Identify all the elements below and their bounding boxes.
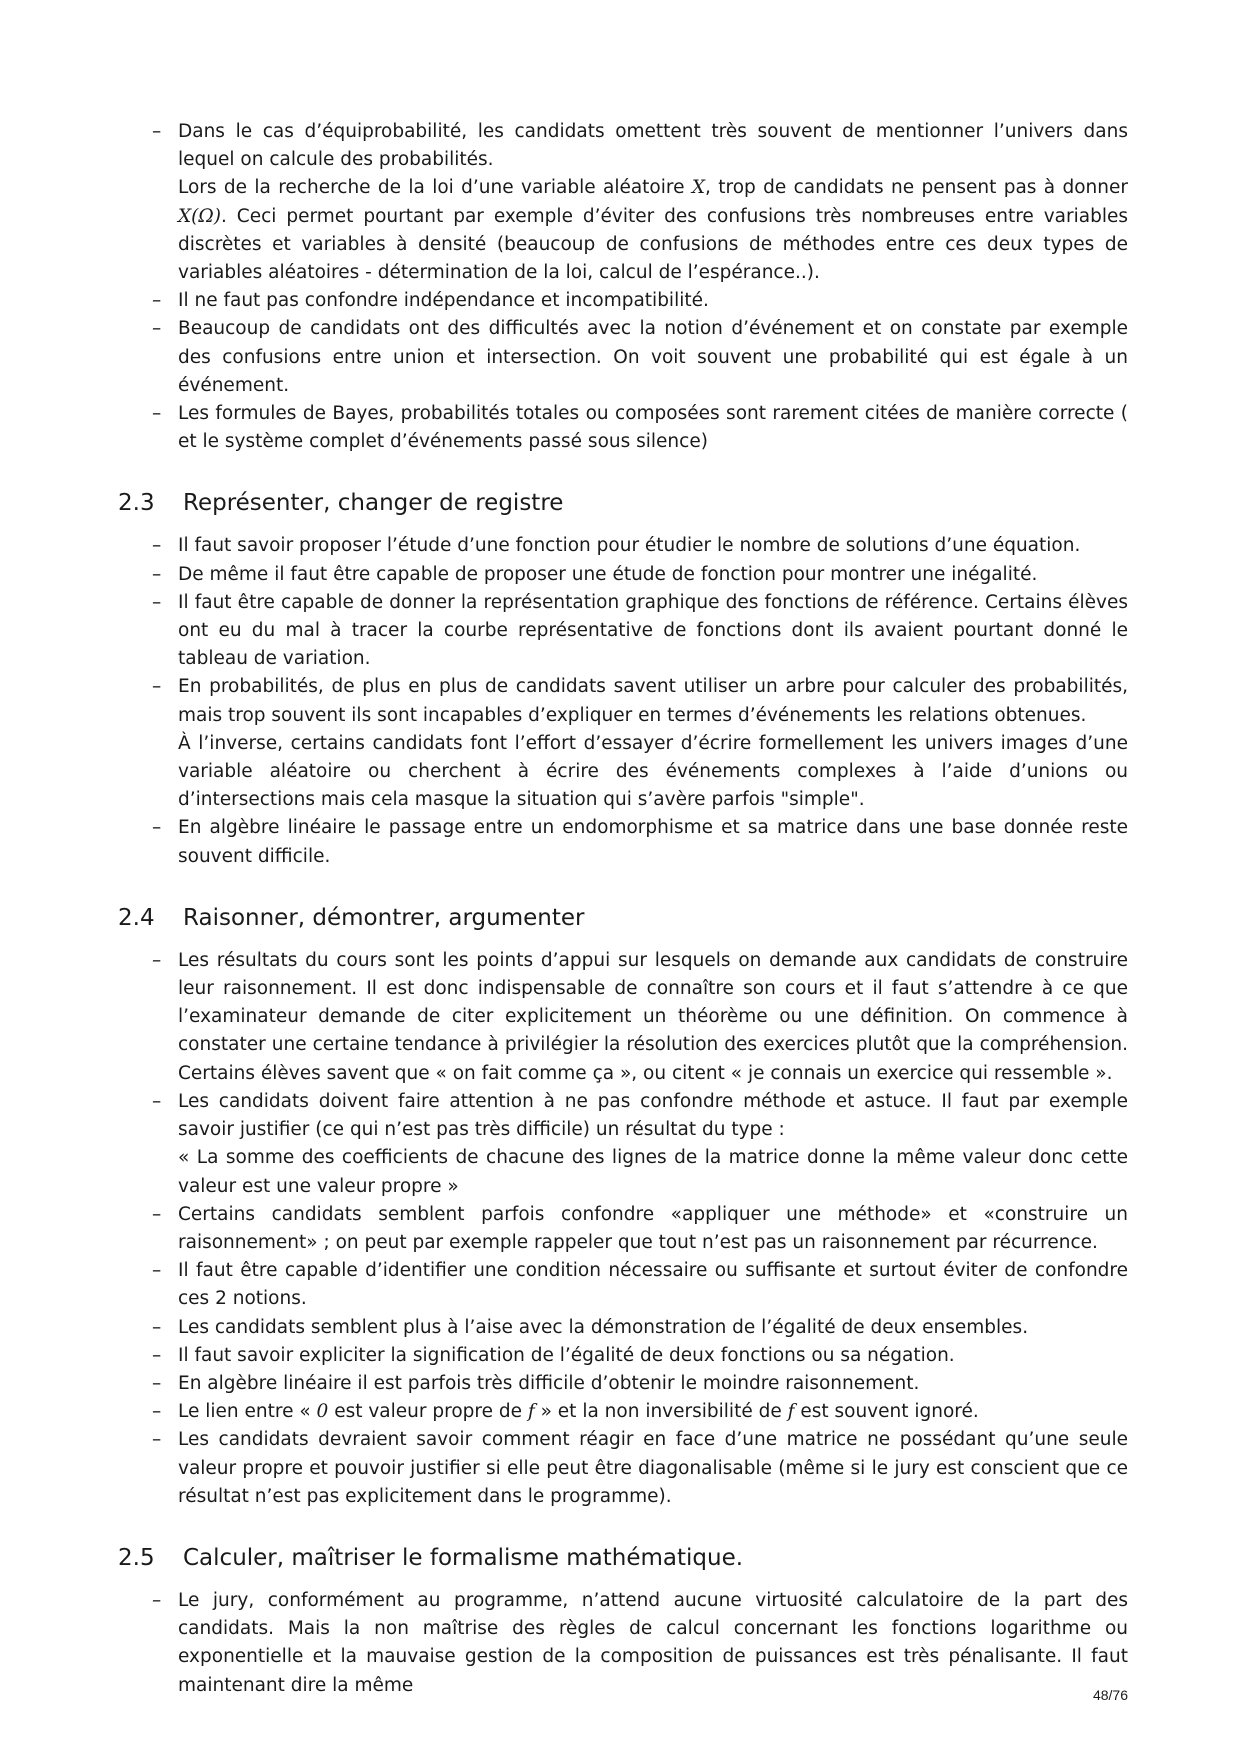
section-2-5-list: [118, 1587, 1128, 1700]
list-item: – Les résultats du cours sont les points d’appui sur lesquels on demande aux candidats de construire leur raisonnement. Il est donc indispensable de connaître son cours et il faut s’attendre à ce que l’examinateur demande de citer explicitement un théorème ou une définition. On commence à constater une certaine tendance à privilégier la résolution des exercices plutôt que la compréhension. Certains élèves savent que « on fait comme ça », ou citent « je connais un exercice qui ressemble ».: [118, 947, 1128, 1088]
section-number: 2.3: [118, 490, 155, 517]
text-run: Le lien entre «: [178, 1401, 317, 1423]
section-heading-2-4: [118, 903, 1128, 933]
quote: « La somme des coefficients de chacune des lignes de la matrice donne la même valeur donc cette valeur est une valeur propre »: [178, 1147, 1128, 1197]
paragraph: [178, 177, 1128, 283]
math-variable: X: [691, 177, 706, 199]
list-item: [118, 1398, 1128, 1426]
list-item: – Les formules de Bayes, probabilités totales ou composées sont rarement citées de manière correcte ( et le système complet d’événements passé sous silence): [118, 400, 1128, 456]
list-item: [118, 673, 1128, 814]
intro-list: [118, 118, 1128, 456]
paragraph: À l’inverse, certains candidats font l’effort d’essayer d’écrire formellement les univers images d’une variable aléatoire ou cherchent à écrire des événements complexes à l’aide d’unions ou d’intersections mais cela masque la situation qui s’avère parfois "simple".: [178, 732, 1128, 811]
list-item: – Il ne faut pas confondre indépendance et incompatibilité.: [118, 287, 1128, 315]
list-item: – Certains candidats semblent parfois confondre «appliquer une méthode» et «construire un raisonnement» ; on peut par exemple rappeler que tout n’est pas un raisonnement par récurrence.: [118, 1201, 1128, 1257]
section-heading-2-5: [118, 1543, 1128, 1573]
list-item: – En algèbre linéaire le passage entre un endomorphisme et sa matrice dans une base donnée reste souvent difficile.: [118, 814, 1128, 870]
page-number: 48/76: [1092, 1687, 1128, 1703]
list-item: – Il faut savoir expliciter la signification de l’égalité de deux fonctions ou sa négation.: [118, 1342, 1128, 1370]
list-item: – Les candidats semblent plus à l’aise avec la démonstration de l’égalité de deux ensembles.: [118, 1314, 1128, 1342]
section-number: 2.4: [118, 904, 155, 931]
paragraph: Dans le cas d’équiprobabilité, les candidats omettent très souvent de mentionner l’univers dans lequel on calcule des probabilités.: [178, 121, 1128, 171]
text-run: . Ceci permet pourtant par exemple d’éviter des confusions très nombreuses entre variables discrètes et variables à densité (beaucoup de confusions de méthodes entre ces deux types de variables aléatoires - détermination de la loi, calcul de l’espérance..).: [178, 205, 1128, 284]
list-item: – En algèbre linéaire il est parfois très difficile d’obtenir le moindre raisonnement.: [118, 1370, 1128, 1398]
page-content: [118, 118, 1128, 1700]
paragraph: En probabilités, de plus en plus de candidats savent utiliser un arbre pour calculer des probabilités, mais trop souvent ils sont incapables d’expliquer en termes d’événements les relations obtenues.: [178, 676, 1128, 726]
text-run: » et la non inversibilité de: [534, 1401, 788, 1423]
section-title: Représenter, changer de registre: [183, 490, 564, 517]
list-item: – Il faut savoir proposer l’étude d’une fonction pour étudier le nombre de solutions d’une équation.: [118, 532, 1128, 560]
list-item: – De même il faut être capable de proposer une étude de fonction pour montrer une inégalité.: [118, 561, 1128, 589]
list-item: [118, 1088, 1128, 1201]
math-variable: f: [527, 1401, 535, 1423]
text-run: est valeur propre de: [328, 1401, 528, 1423]
text-run: Lors de la recherche de la loi d’une variable aléatoire: [178, 177, 692, 199]
list-item: – Beaucoup de candidats ont des difficultés avec la notion d’événement et on constate par exemple des confusions entre union et intersection. On voit souvent une probabilité qui est égale à un événement.: [118, 315, 1128, 400]
section-number: 2.5: [118, 1544, 155, 1571]
math-variable: f: [787, 1401, 795, 1423]
math-expression: X(Ω): [178, 205, 221, 227]
section-2-3-list: [118, 532, 1128, 870]
text-run: , trop de candidats ne pensent pas à donner: [705, 177, 1128, 199]
list-item: [118, 118, 1128, 287]
list-item: – Il faut être capable de donner la représentation graphique des fonctions de référence. Certains élèves ont eu du mal à tracer la courbe représentative de fonctions dont ils avaient pourtant donné le tableau de variation.: [118, 589, 1128, 674]
section-heading-2-3: [118, 488, 1128, 518]
section-title: Raisonner, démontrer, argumenter: [183, 904, 585, 931]
list-item: – Il faut être capable d’identifier une condition nécessaire ou suffisante et surtout éviter de confondre ces 2 notions.: [118, 1257, 1128, 1313]
list-item: – Les candidats devraient savoir comment réagir en face d’une matrice ne possédant qu’une seule valeur propre et pouvoir justifier si elle peut être diagonalisable (même si le jury est conscient que ce résultat n’est pas explicitement dans le programme).: [118, 1426, 1128, 1511]
section-2-4-list: [118, 947, 1128, 1511]
math-number: 0: [316, 1401, 329, 1423]
text-run: est souvent ignoré.: [794, 1401, 979, 1423]
paragraph: Les candidats doivent faire attention à ne pas confondre méthode et astuce. Il faut par exemple savoir justifier (ce qui n’est pas très difficile) un résultat du type :: [178, 1090, 1128, 1141]
list-item: – Le jury, conformément au programme, n’attend aucune virtuosité calculatoire de la part des candidats. Mais la non maîtrise des règles de calcul concernant les fonctions logarithme ou exponentielle et la mauvaise gestion de la composition de puissances est très pénalisante. Il faut maintenant dire la même: [118, 1587, 1128, 1700]
section-title: Calculer, maîtriser le formalisme mathématique.: [183, 1544, 744, 1571]
